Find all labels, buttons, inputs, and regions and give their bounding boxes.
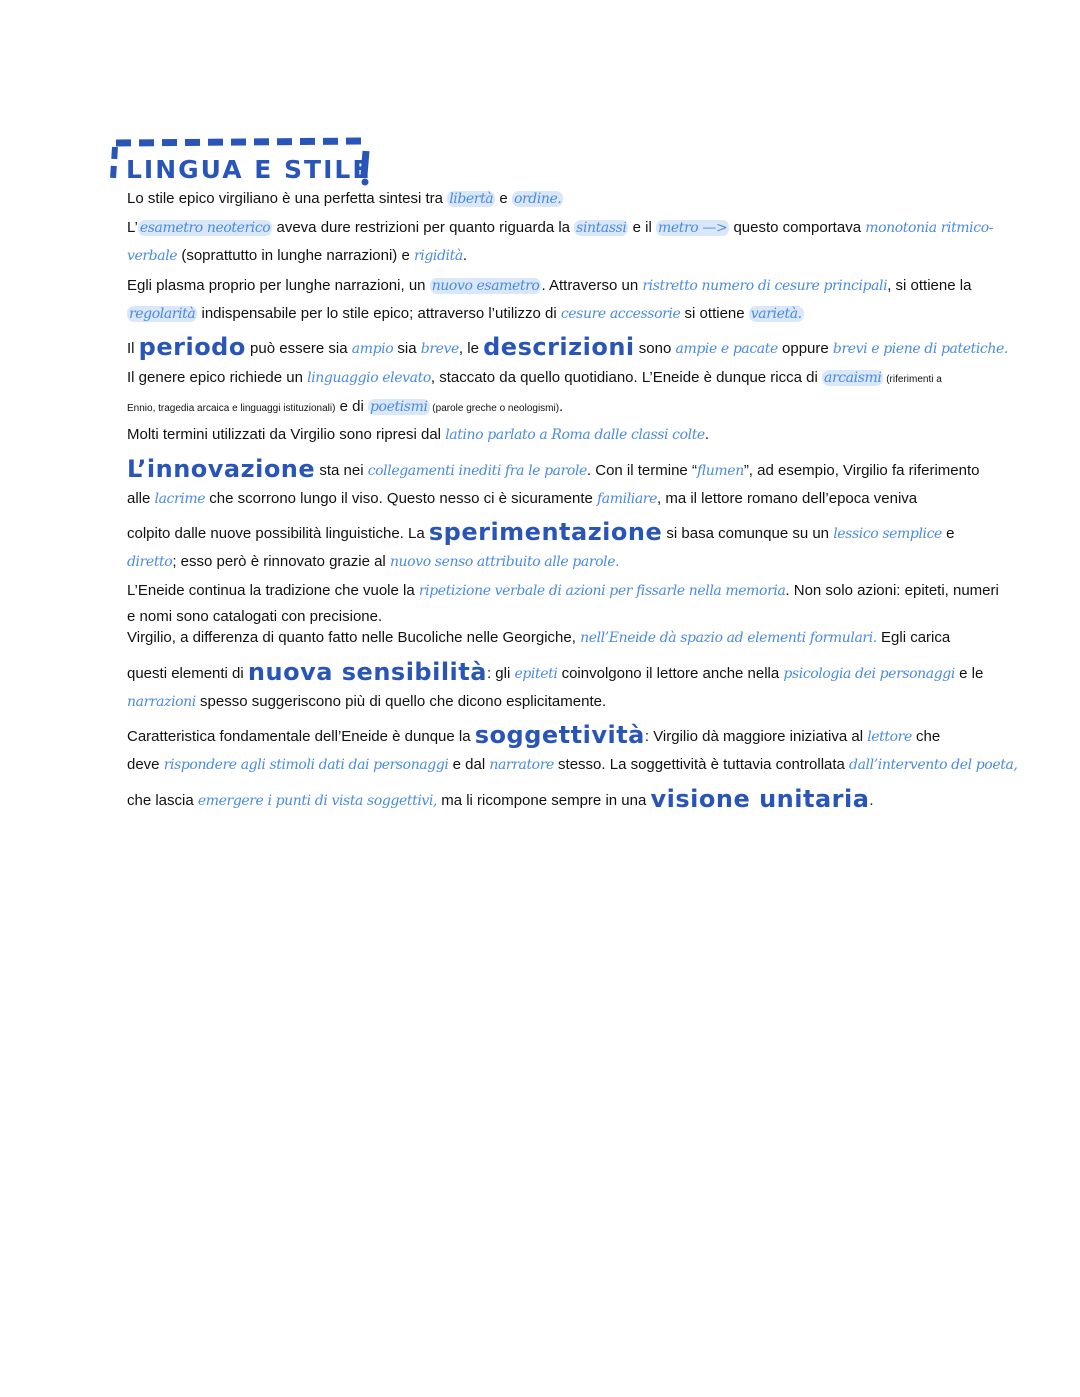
p9-line-1	[127, 628, 950, 648]
handwritten-term: nuovo senso attribuito alle parole.	[389, 554, 620, 570]
handwritten-term: varietà.	[750, 306, 802, 322]
p8-line-2	[127, 607, 382, 627]
section-title-box	[108, 135, 373, 187]
handwritten-term: regolarità	[129, 306, 196, 322]
p9-line-3	[127, 692, 606, 712]
text: ”, ad esempio, Virgilio fa riferimento	[743, 462, 980, 479]
text: : gli	[486, 665, 515, 682]
handwritten-term: diretto	[127, 554, 173, 570]
text: ; esso però è rinnovato grazie al	[172, 553, 390, 570]
handwritten-term: libertà	[449, 191, 494, 207]
handwritten-term: esametro neoterico	[139, 220, 271, 236]
handwritten-term: epiteti	[514, 666, 558, 682]
handwritten-term: linguaggio elevato	[307, 370, 431, 386]
text: .	[462, 247, 467, 264]
text: Lo stile epico virgiliano è una perfetta sintesi tra	[127, 190, 448, 207]
text: che	[911, 728, 941, 745]
handwritten-term: collegamenti inediti fra le parole	[367, 463, 587, 479]
text: stesso. La soggettività è tuttavia controllata	[553, 756, 850, 773]
text: Caratteristica fondamentale dell’Eneide è dunque la	[127, 728, 475, 745]
text: oppure	[777, 340, 833, 357]
small-note: (riferimenti a	[883, 374, 942, 385]
handwritten-term: ampie e pacate	[675, 341, 778, 357]
handwritten-term: cesure accessorie	[560, 306, 681, 322]
handwritten-term: dall’intervento del poeta,	[849, 757, 1018, 773]
text: Virgilio, a differenza di quanto fatto nelle Bucoliche nelle Georgiche,	[127, 629, 581, 646]
handwritten-term: ristretto numero di cesure principali	[642, 278, 888, 294]
handwritten-term: nell’Eneide dà spazio ad elementi formulari.	[580, 630, 877, 646]
handwritten-term: familiare	[597, 491, 657, 507]
handwritten-term: narratore	[489, 757, 554, 773]
text: ma li ricompone sempre in una	[437, 792, 651, 809]
text: sta nei	[315, 462, 368, 479]
text: sia	[393, 340, 421, 357]
p7-line-3	[127, 518, 955, 546]
text: , si ottiene la	[887, 277, 972, 294]
p2-line-2	[127, 246, 467, 266]
text: deve	[127, 756, 164, 773]
handwritten-term: psicologia dei personaggi	[783, 666, 955, 682]
p5-line-2	[127, 397, 563, 419]
p6-line-1	[127, 425, 709, 445]
text: .	[704, 426, 709, 443]
text: e nomi sono catalogati con precisione.	[127, 608, 383, 625]
text: questo comportava	[729, 219, 866, 236]
text: e le	[954, 665, 984, 682]
text: (soprattutto in lunghe narrazioni) e	[177, 247, 414, 264]
handwritten-term: metro —>	[658, 220, 728, 236]
handwritten-term: rigidità	[413, 248, 463, 264]
handwritten-term: lacrime	[154, 491, 206, 507]
text: Il	[127, 340, 139, 357]
handwritten-term: lettore	[867, 729, 912, 745]
handwritten-term: latino parlato a Roma dalle classi colte	[445, 427, 705, 443]
text: , le	[458, 340, 484, 357]
small-note: Ennio, tragedia arcaica e linguaggi istituzionali)	[127, 403, 336, 414]
text: indispensabile per lo stile epico; attraverso l’utilizzo di	[197, 305, 561, 322]
p10-line-2	[127, 755, 1017, 775]
small-note: (parole greche o neologismi)	[429, 403, 560, 414]
text: che scorrono lungo il viso. Questo nesso ci è sicuramente	[205, 490, 598, 507]
p8-line-1	[127, 581, 999, 601]
text: Molti termini utilizzati da Virgilio sono ripresi dal	[127, 426, 446, 443]
key-term: visione unitaria	[650, 785, 870, 813]
handwritten-term: ripetizione verbale di azioni per fissarle nella memoria	[418, 583, 786, 599]
key-term: descrizioni	[483, 333, 635, 361]
text: coinvolgono il lettore anche nella	[557, 665, 784, 682]
text: . Non solo azioni: epiteti, numeri	[785, 582, 999, 599]
p1-line-1	[127, 189, 563, 209]
p7-line-2	[127, 489, 917, 509]
key-term: sperimentazione	[428, 518, 663, 546]
text: , ma il lettore romano dell’epoca veniva	[656, 490, 918, 507]
text: si basa comunque su un	[662, 525, 834, 542]
handwritten-term: emergere i punti di vista soggettivi,	[197, 793, 438, 809]
text: e	[495, 190, 512, 207]
handwritten-term: breve	[420, 341, 459, 357]
text: Egli plasma proprio per lunghe narrazioni, un	[127, 277, 430, 294]
p10-line-1	[127, 721, 941, 749]
text: e dal	[448, 756, 490, 773]
text: L’	[127, 219, 138, 236]
handwritten-term: ampio	[351, 341, 394, 357]
text: : Virgilio dà maggiore iniziativa al	[644, 728, 868, 745]
text: . Con il termine “	[586, 462, 697, 479]
text: Egli carica	[876, 629, 951, 646]
text: alle	[127, 490, 155, 507]
handwritten-term: nuovo esametro	[431, 278, 540, 294]
handwritten-term: rispondere agli stimoli dati dai personaggi	[163, 757, 449, 773]
text: Il genere epico richiede un	[127, 369, 308, 386]
section-title: LINGUA E STILE	[126, 155, 372, 184]
handwritten-term: narrazioni	[127, 694, 196, 710]
p4-line-1	[127, 333, 1008, 361]
p10-line-3	[127, 785, 874, 813]
text: sono	[634, 340, 676, 357]
handwritten-term: ordine.	[513, 191, 562, 207]
text: e il	[628, 219, 656, 236]
p9-line-2	[127, 658, 984, 686]
text: , staccato da quello quotidiano. L’Eneide è dunque ricca di	[430, 369, 822, 386]
text: . Attraverso un	[541, 277, 643, 294]
p3-line-1	[127, 276, 971, 296]
text: colpito dalle nuove possibilità linguistiche. La	[127, 525, 429, 542]
key-term: periodo	[138, 333, 246, 361]
text: spesso suggeriscono più di quello che dicono esplicitamente.	[195, 693, 607, 710]
p7-line-4	[127, 552, 619, 572]
text: e di	[335, 398, 368, 415]
text: questi elementi di	[127, 665, 248, 682]
p5-line-1	[127, 368, 942, 390]
key-term: soggettività	[474, 721, 645, 749]
text: che lascia	[127, 792, 198, 809]
handwritten-term: flumen	[696, 463, 744, 479]
handwritten-term: lessico semplice	[833, 526, 942, 542]
handwritten-term: sintassi	[576, 220, 627, 236]
handwritten-term: poetismi	[370, 399, 428, 415]
text: si ottiene	[680, 305, 749, 322]
key-term: nuova sensibilità	[247, 658, 487, 686]
key-term: L’innovazione	[127, 455, 316, 483]
p3-line-2	[127, 304, 804, 324]
text: .	[559, 398, 564, 415]
p2-line-1	[127, 218, 993, 238]
text: e	[941, 525, 955, 542]
text: .	[869, 792, 874, 809]
handwritten-term: verbale	[127, 248, 178, 264]
handwritten-term: brevi e piene di patetiche.	[832, 341, 1008, 357]
text: aveva dure restrizioni per quanto riguarda la	[272, 219, 575, 236]
text: L’Eneide continua la tradizione che vuole la	[127, 582, 419, 599]
handwritten-term: monotonia ritmico-	[865, 220, 994, 236]
text: può essere sia	[245, 340, 352, 357]
handwritten-term: arcaismi	[824, 370, 882, 386]
p7-line-1	[127, 455, 980, 483]
